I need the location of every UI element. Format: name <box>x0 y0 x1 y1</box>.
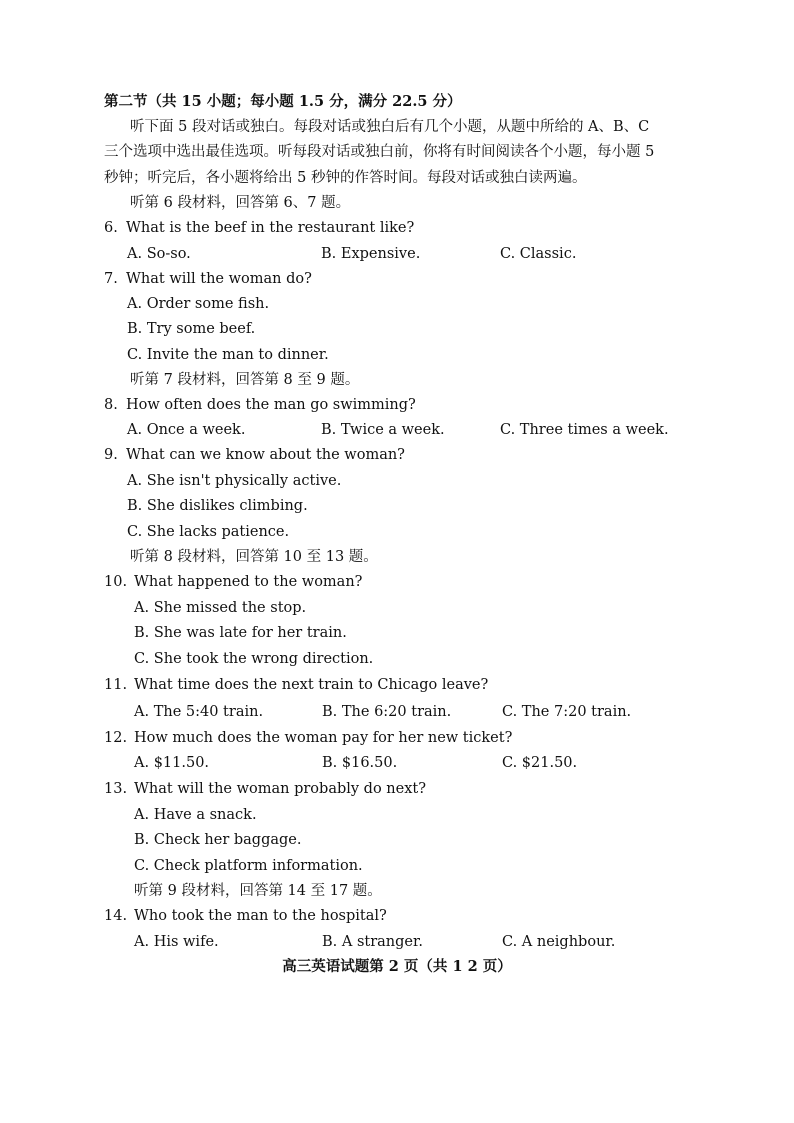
option-8a: A. Once a week. <box>127 422 246 438</box>
option-6a: A. So-so. <box>127 246 191 262</box>
option-6c: C. Classic. <box>500 246 577 262</box>
option-7a: A. Order some fish. <box>127 296 270 312</box>
question-number: 7. <box>104 271 118 287</box>
question-number: 14. <box>104 908 128 924</box>
question-text: What can we know about the woman? <box>126 447 405 463</box>
instruction-line-1: 听下面 5 段对话或独白。每段对话或独白后有几个小题，从题中所给的 A、B、C <box>130 119 650 135</box>
question-text: What will the woman probably do next? <box>134 781 427 797</box>
option-8b: B. Twice a week. <box>321 422 445 438</box>
option-10a: A. She missed the stop. <box>134 600 307 616</box>
option-9c: C. She lacks patience. <box>127 524 290 540</box>
option-13b: B. Check her baggage. <box>134 832 302 848</box>
question-number: 13. <box>104 781 128 797</box>
material-header-7: 听第 7 段材料，回答第 8 至 9 题。 <box>130 372 360 388</box>
option-8c: C. Three times a week. <box>500 422 669 438</box>
question-11 <box>104 676 488 694</box>
question-text: Who took the man to the hospital? <box>134 908 387 924</box>
question-13 <box>104 780 426 798</box>
option-6b: B. Expensive. <box>321 246 421 262</box>
option-13a: A. Have a snack. <box>134 807 257 823</box>
section-heading: 第二节（共 15 小题；每小题 1.5 分，满分 22.5 分） <box>104 93 462 110</box>
question-number: 6. <box>104 220 118 236</box>
question-text: What time does the next train to Chicago leave? <box>134 677 489 693</box>
option-11a: A. The 5:40 train. <box>134 704 264 720</box>
option-7c: C. Invite the man to dinner. <box>127 347 329 363</box>
question-text: How much does the woman pay for her new ticket? <box>134 730 513 746</box>
question-number: 9. <box>104 447 118 463</box>
option-12c: C. $21.50. <box>502 755 578 771</box>
question-12 <box>104 729 512 747</box>
option-14c: C. A neighbour. <box>502 934 616 950</box>
question-7 <box>104 270 312 288</box>
option-9b: B. She dislikes climbing. <box>127 498 308 514</box>
option-12a: A. $11.50. <box>134 755 210 771</box>
option-11c: C. The 7:20 train. <box>502 704 632 720</box>
instruction-line-2: 三个选项中选出最佳选项。听每段对话或独白前，你将有时间阅读各个小题，每小题 5 <box>104 144 655 160</box>
question-text: What is the beef in the restaurant like? <box>126 220 415 236</box>
option-9a: A. She isn't physically active. <box>127 473 342 489</box>
question-text: What happened to the woman? <box>134 574 363 590</box>
page-footer: 高三英语试题第 2 页（共 1 2 页） <box>282 958 512 975</box>
question-8 <box>104 396 416 414</box>
option-14b: B. A stranger. <box>322 934 423 950</box>
question-14 <box>104 907 387 925</box>
option-11b: B. The 6:20 train. <box>322 704 452 720</box>
question-text: What will the woman do? <box>126 271 312 287</box>
question-number: 10. <box>104 574 128 590</box>
question-number: 12. <box>104 730 128 746</box>
question-10 <box>104 573 362 591</box>
material-header-8: 听第 8 段材料，回答第 10 至 13 题。 <box>130 549 378 565</box>
option-10c: C. She took the wrong direction. <box>134 651 374 667</box>
material-header-9: 听第 9 段材料，回答第 14 至 17 题。 <box>134 883 382 899</box>
question-text: How often does the man go swimming? <box>126 397 416 413</box>
question-9 <box>104 446 405 464</box>
question-number: 8. <box>104 397 118 413</box>
question-6 <box>104 219 414 237</box>
instruction-line-3: 秒钟；听完后，各小题将给出 5 秒钟的作答时间。每段对话或独白读两遍。 <box>104 170 587 186</box>
material-header-6: 听第 6 段材料，回答第 6、7 题。 <box>130 195 351 211</box>
option-14a: A. His wife. <box>134 934 219 950</box>
question-number: 11. <box>104 677 128 693</box>
option-10b: B. She was late for her train. <box>134 625 347 641</box>
option-12b: B. $16.50. <box>322 755 398 771</box>
option-13c: C. Check platform information. <box>134 858 363 874</box>
option-7b: B. Try some beef. <box>127 321 256 337</box>
